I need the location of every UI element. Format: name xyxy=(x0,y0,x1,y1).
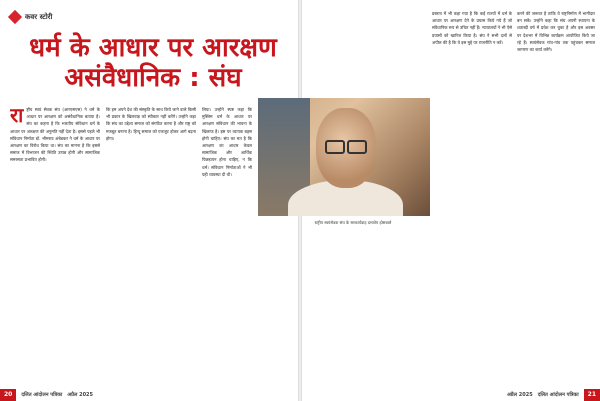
magazine-title-left: दलित आंदोलन पत्रिका xyxy=(21,392,63,398)
magazine-title-right: दलित आंदोलन पत्रिका xyxy=(537,392,579,398)
portrait-photo xyxy=(258,98,430,216)
headline-line-2: असंवैधानिक : संघ xyxy=(64,62,242,93)
section-label-text: कवर स्टोरी xyxy=(25,12,53,21)
left-page xyxy=(0,0,298,401)
footer-left xyxy=(0,389,93,401)
column-2-text: कि हम अपने देश की संस्कृति के साथ किये जाने वाले किसी भी प्रकार के खिलवाड़ को स्वीकार नहीं करेंगे। उन्होंने कहा कि संघ का उद्देश्य समाज को संगठित करना है और राष्ट्र को मजबूत बनाना है। हिन्दू समाज को एकजुट होकर आगे बढ़ना होगा। xyxy=(106,107,196,141)
diamond-icon xyxy=(8,10,22,24)
column-4-text: प्रस्ताव में भी कहा गया है कि कई राज्यों में धर्म के आधार पर आरक्षण देने के प्रयास किये गये हैं जो संवैधानिक रूप से उचित नहीं हैं। न्यायालयों ने भी ऐसे प्रयासों को खारिज किया है। संघ ने सभी दलों से अपील की है कि वे इस मुद्दे पर राजनीति न करें। xyxy=(432,11,512,45)
article-column-3 xyxy=(202,106,252,386)
article-column-2 xyxy=(106,106,196,196)
issue-left: अप्रैल 2025 xyxy=(67,392,94,398)
article-column-4 xyxy=(432,10,512,385)
column-1-text: ष्ट्रीय स्वयं सेवक संघ (आरएसएस) ने धर्म के आधार पर आरक्षण को असंवैधानिक बताया है। संघ का कहना है कि भारतीय संविधान धर्म के आधार पर आरक्षण की अनुमति नहीं देता है। इससे पहले भी संविधान निर्माता डॉ. भीमराव अंबेडकर ने धर्म के आधार पर आरक्षण का विरोध किया था। संघ का मानना है कि इससे समाज में विभाजन की स्थिति उत्पन्न होगी और सामाजिक समरसता प्रभावित होगी। xyxy=(10,107,100,163)
footer-right xyxy=(507,389,600,401)
headline-line-1: धर्म के आधार पर आरक्षण xyxy=(29,33,277,63)
photo-caption: राष्ट्रीय स्वयंसेवक संघ के सरकार्यवाह दत्तात्रेय होसबाले xyxy=(314,220,392,225)
page-number-left: 20 xyxy=(0,389,16,401)
headline xyxy=(8,34,298,94)
drop-cap: रा xyxy=(10,106,24,127)
article-column-5 xyxy=(517,10,595,385)
column-5-text: करने की जरूरत है ताकि वे राष्ट्रनिर्माण में भागीदार बन सकें। उन्होंने कहा कि संघ अपनी स्थापना के शताब्दी वर्ष में प्रवेश कर चुका है और इस अवसर पर देशभर में विभिन्न कार्यक्रम आयोजित किये जा रहे हैं। स्वयंसेवक गांव-गांव तक पहुंचकर समाज जागरण का कार्य करेंगे। xyxy=(517,11,595,53)
article-column-1 xyxy=(10,106,100,386)
column-3-text: लिया। उन्होंने स्पष्ट कहा कि मुस्लिम धर्म के आधार पर आरक्षण संविधान की भावना के खिलाफ है। इस पर व्यापक बहस होनी चाहिए। संघ का मत है कि आरक्षण का आधार केवल सामाजिक और आर्थिक पिछड़ापन होना चाहिए, न कि धर्म। संविधान निर्माताओं ने भी यही व्यवस्था दी थी। xyxy=(202,107,252,177)
issue-right: अप्रैल 2025 xyxy=(506,392,533,398)
page-number-right: 21 xyxy=(584,389,600,401)
section-label xyxy=(10,12,52,22)
